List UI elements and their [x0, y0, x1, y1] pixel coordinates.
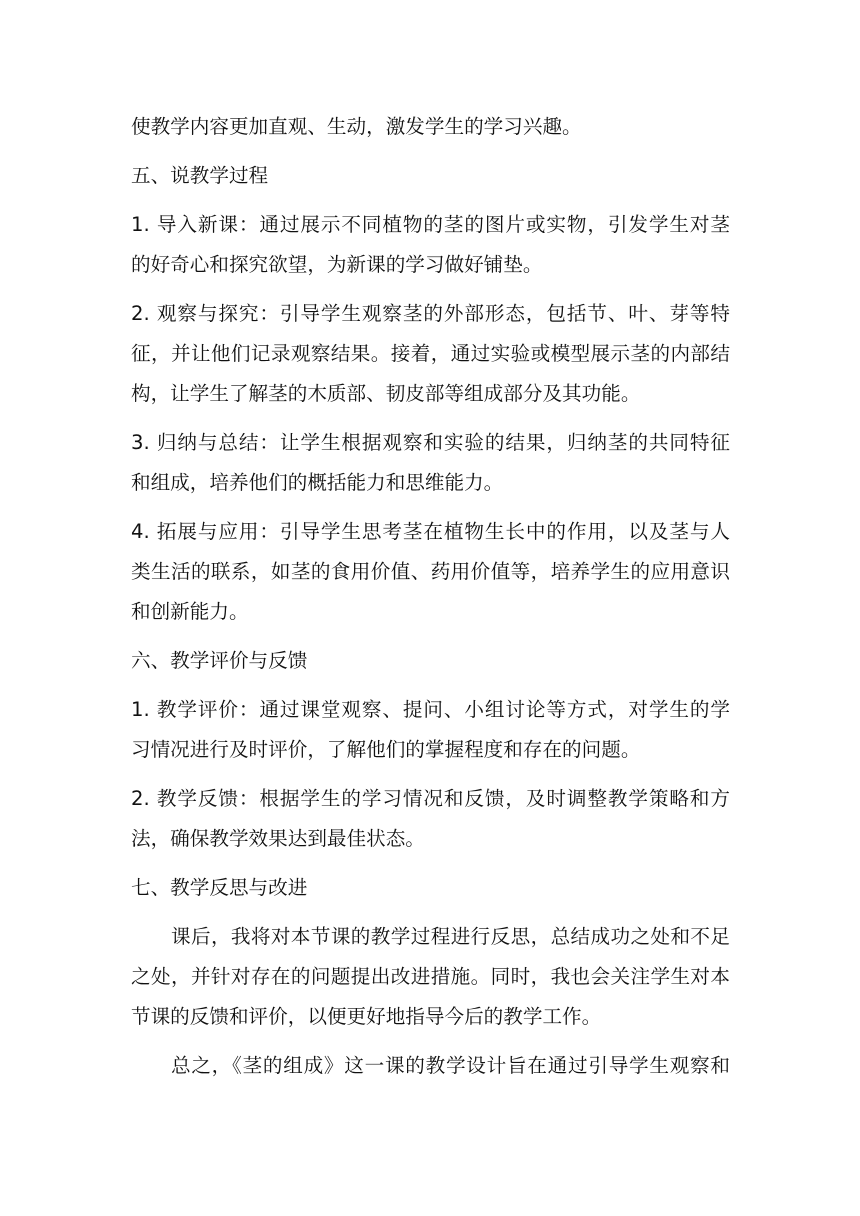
section-heading-6: 六、教学评价与反馈 — [131, 649, 308, 672]
paragraph-line: 节课的反馈和评价，以便更好地指导今后的教学工作。 — [131, 1005, 602, 1028]
paragraph-line: 构，让学生了解茎的木质部、韧皮部等组成部分及其功能。 — [131, 382, 641, 405]
paragraph-line: 法，确保教学效果达到最佳状态。 — [131, 827, 425, 850]
paragraph-line: 课后，我将对本节课的教学过程进行反思，总结成功之处和不足 — [171, 925, 730, 948]
paragraph-line: 1. 导入新课：通过展示不同植物的茎的图片或实物，引发学生对茎 — [131, 213, 730, 236]
paragraph-line: 和创新能力。 — [131, 600, 249, 623]
paragraph-line: 和组成，培养他们的概括能力和思维能力。 — [131, 471, 504, 494]
section-heading-5: 五、说教学过程 — [131, 164, 269, 187]
paragraph-line: 征，并让他们记录观察结果。接着，通过实验或模型展示茎的内部结 — [131, 342, 730, 365]
document-page — [131, 107, 730, 1086]
paragraph-line: 2. 教学反馈：根据学生的学习情况和反馈，及时调整教学策略和方 — [131, 787, 730, 810]
paragraph-line: 3. 归纳与总结：让学生根据观察和实验的结果，归纳茎的共同特征 — [131, 431, 730, 454]
paragraph-line: 2. 观察与探究：引导学生观察茎的外部形态，包括节、叶、芽等特 — [131, 302, 730, 325]
paragraph-line: 习情况进行及时评价，了解他们的掌握程度和存在的问题。 — [131, 738, 641, 761]
paragraph-line: 类生活的联系，如茎的食用价值、药用价值等，培养学生的应用意识 — [131, 560, 730, 583]
paragraph-line: 总之，《茎的组成》这一课的教学设计旨在通过引导学生观察和 — [171, 1054, 730, 1077]
paragraph-line: 之处，并针对存在的问题提出改进措施。同时，我也会关注学生对本 — [131, 965, 730, 988]
paragraph-line: 的好奇心和探究欲望，为新课的学习做好铺垫。 — [131, 253, 543, 276]
paragraph-line: 4. 拓展与应用：引导学生思考茎在植物生长中的作用，以及茎与人 — [131, 520, 730, 543]
section-heading-7: 七、教学反思与改进 — [131, 876, 308, 899]
paragraph-line: 使教学内容更加直观、生动，激发学生的学习兴趣。 — [131, 115, 582, 138]
paragraph-line: 1. 教学评价：通过课堂观察、提问、小组讨论等方式，对学生的学 — [131, 698, 730, 721]
